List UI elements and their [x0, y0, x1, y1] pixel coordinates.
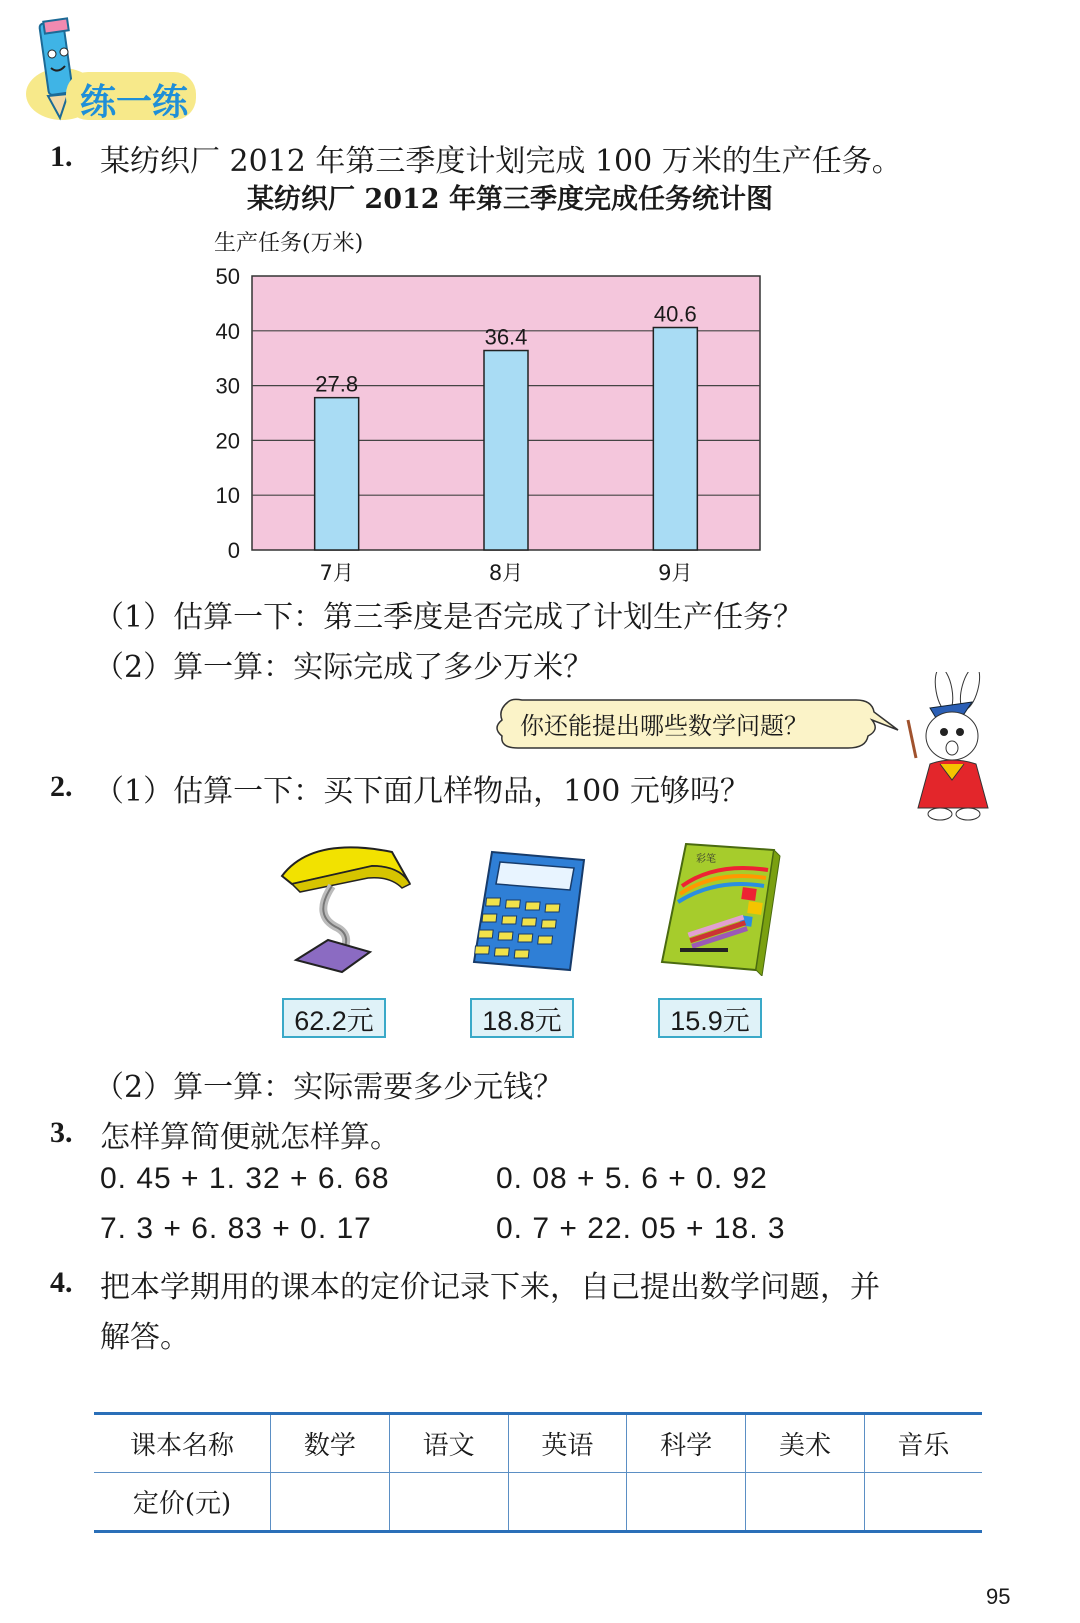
rabbit-mascot-icon [900, 672, 1000, 822]
q3-expr-3: 7. 3 + 6. 83 + 0. 17 [100, 1212, 372, 1245]
q3-expr-4: 0. 7 + 22. 05 + 18. 3 [496, 1212, 786, 1245]
bar [315, 398, 359, 550]
q3-text: 怎样算简便就怎样算。 [100, 1120, 400, 1155]
table-header-cell: 美术 [746, 1414, 865, 1473]
calculator-icon [466, 846, 596, 976]
page-number: 95 [986, 1584, 1011, 1609]
y-tick-label: 40 [215, 318, 240, 344]
table-header-cell: 科学 [627, 1414, 746, 1473]
price-tag-crayons: 15.9元 [658, 998, 762, 1038]
q1-sub2: （2）算一算：实际完成了多少万米？ [94, 650, 594, 685]
table-cell-empty[interactable] [271, 1473, 390, 1532]
y-tick-label: 50 [215, 264, 240, 289]
bar [653, 328, 697, 550]
table-row [94, 1473, 982, 1532]
q1-number: 1. [50, 140, 73, 173]
table-header-cell: 语文 [389, 1414, 508, 1473]
q2-number: 2. [50, 770, 73, 803]
q1-sub1: （1）估算一下：第三季度是否完成了计划生产任务？ [94, 600, 804, 635]
q4-line2: 解答。 [100, 1320, 190, 1355]
bar-value-label: 36.4 [484, 324, 528, 350]
x-tick-label: 7月 [319, 561, 354, 585]
x-tick-label: 8月 [488, 561, 524, 585]
q3-number: 3. [50, 1116, 73, 1149]
q3-expr-1: 0. 45 + 1. 32 + 6. 68 [100, 1162, 390, 1195]
table-cell-empty[interactable] [508, 1473, 627, 1532]
header-badge [18, 14, 198, 124]
price-tag-lamp: 62.2元 [282, 998, 386, 1038]
chart-plot-area [216, 264, 760, 585]
table-header-cell: 音乐 [864, 1414, 982, 1473]
q2-sub1: （1）估算一下：买下面几样物品，100 元够吗？ [94, 774, 750, 809]
y-tick-label: 10 [215, 483, 240, 509]
table-header-row [94, 1414, 982, 1473]
chart-title: 某纺织厂 2012 年第三季度完成任务统计图 [247, 184, 773, 215]
bar-chart [180, 176, 1000, 586]
y-tick-label: 20 [215, 428, 240, 454]
textbook-price-table [94, 1412, 982, 1533]
price-tag-calculator: 18.8元 [470, 998, 574, 1038]
badge-title: 练一练 [80, 82, 189, 123]
table-header-cell: 课本名称 [94, 1414, 271, 1473]
table-cell-empty[interactable] [864, 1473, 982, 1532]
bar-value-label: 27.8 [315, 371, 359, 397]
desk-lamp-icon [272, 836, 422, 976]
crayon-box-icon [656, 836, 786, 976]
table-cell-empty[interactable] [389, 1473, 508, 1532]
y-tick-label: 30 [215, 373, 240, 399]
chart-ylabel: 生产任务(万米) [214, 231, 364, 256]
table-cell-empty[interactable] [627, 1473, 746, 1532]
table-header-cell: 数学 [271, 1414, 390, 1473]
bubble-text: 你还能提出哪些数学问题？ [520, 712, 808, 740]
q1-text: 某纺织厂 2012 年第三季度计划完成 100 万米的生产任务。 [100, 144, 902, 179]
table-cell-empty[interactable] [746, 1473, 865, 1532]
bar [484, 351, 528, 550]
table-header-cell: 英语 [508, 1414, 627, 1473]
x-tick-label: 9月 [658, 561, 693, 585]
crayon-box-label: 彩笔 [696, 854, 716, 865]
q2-sub2: （2）算一算：实际需要多少元钱？ [94, 1070, 564, 1105]
y-tick-label: 0 [227, 538, 240, 563]
table-row-label: 定价(元) [94, 1473, 271, 1532]
q4-line1: 把本学期用的课本的定价记录下来，自己提出数学问题，并 [100, 1270, 880, 1305]
q4-number: 4. [50, 1266, 73, 1299]
q3-expr-2: 0. 08 + 5. 6 + 0. 92 [496, 1162, 768, 1195]
bar-value-label: 40.6 [653, 301, 697, 327]
